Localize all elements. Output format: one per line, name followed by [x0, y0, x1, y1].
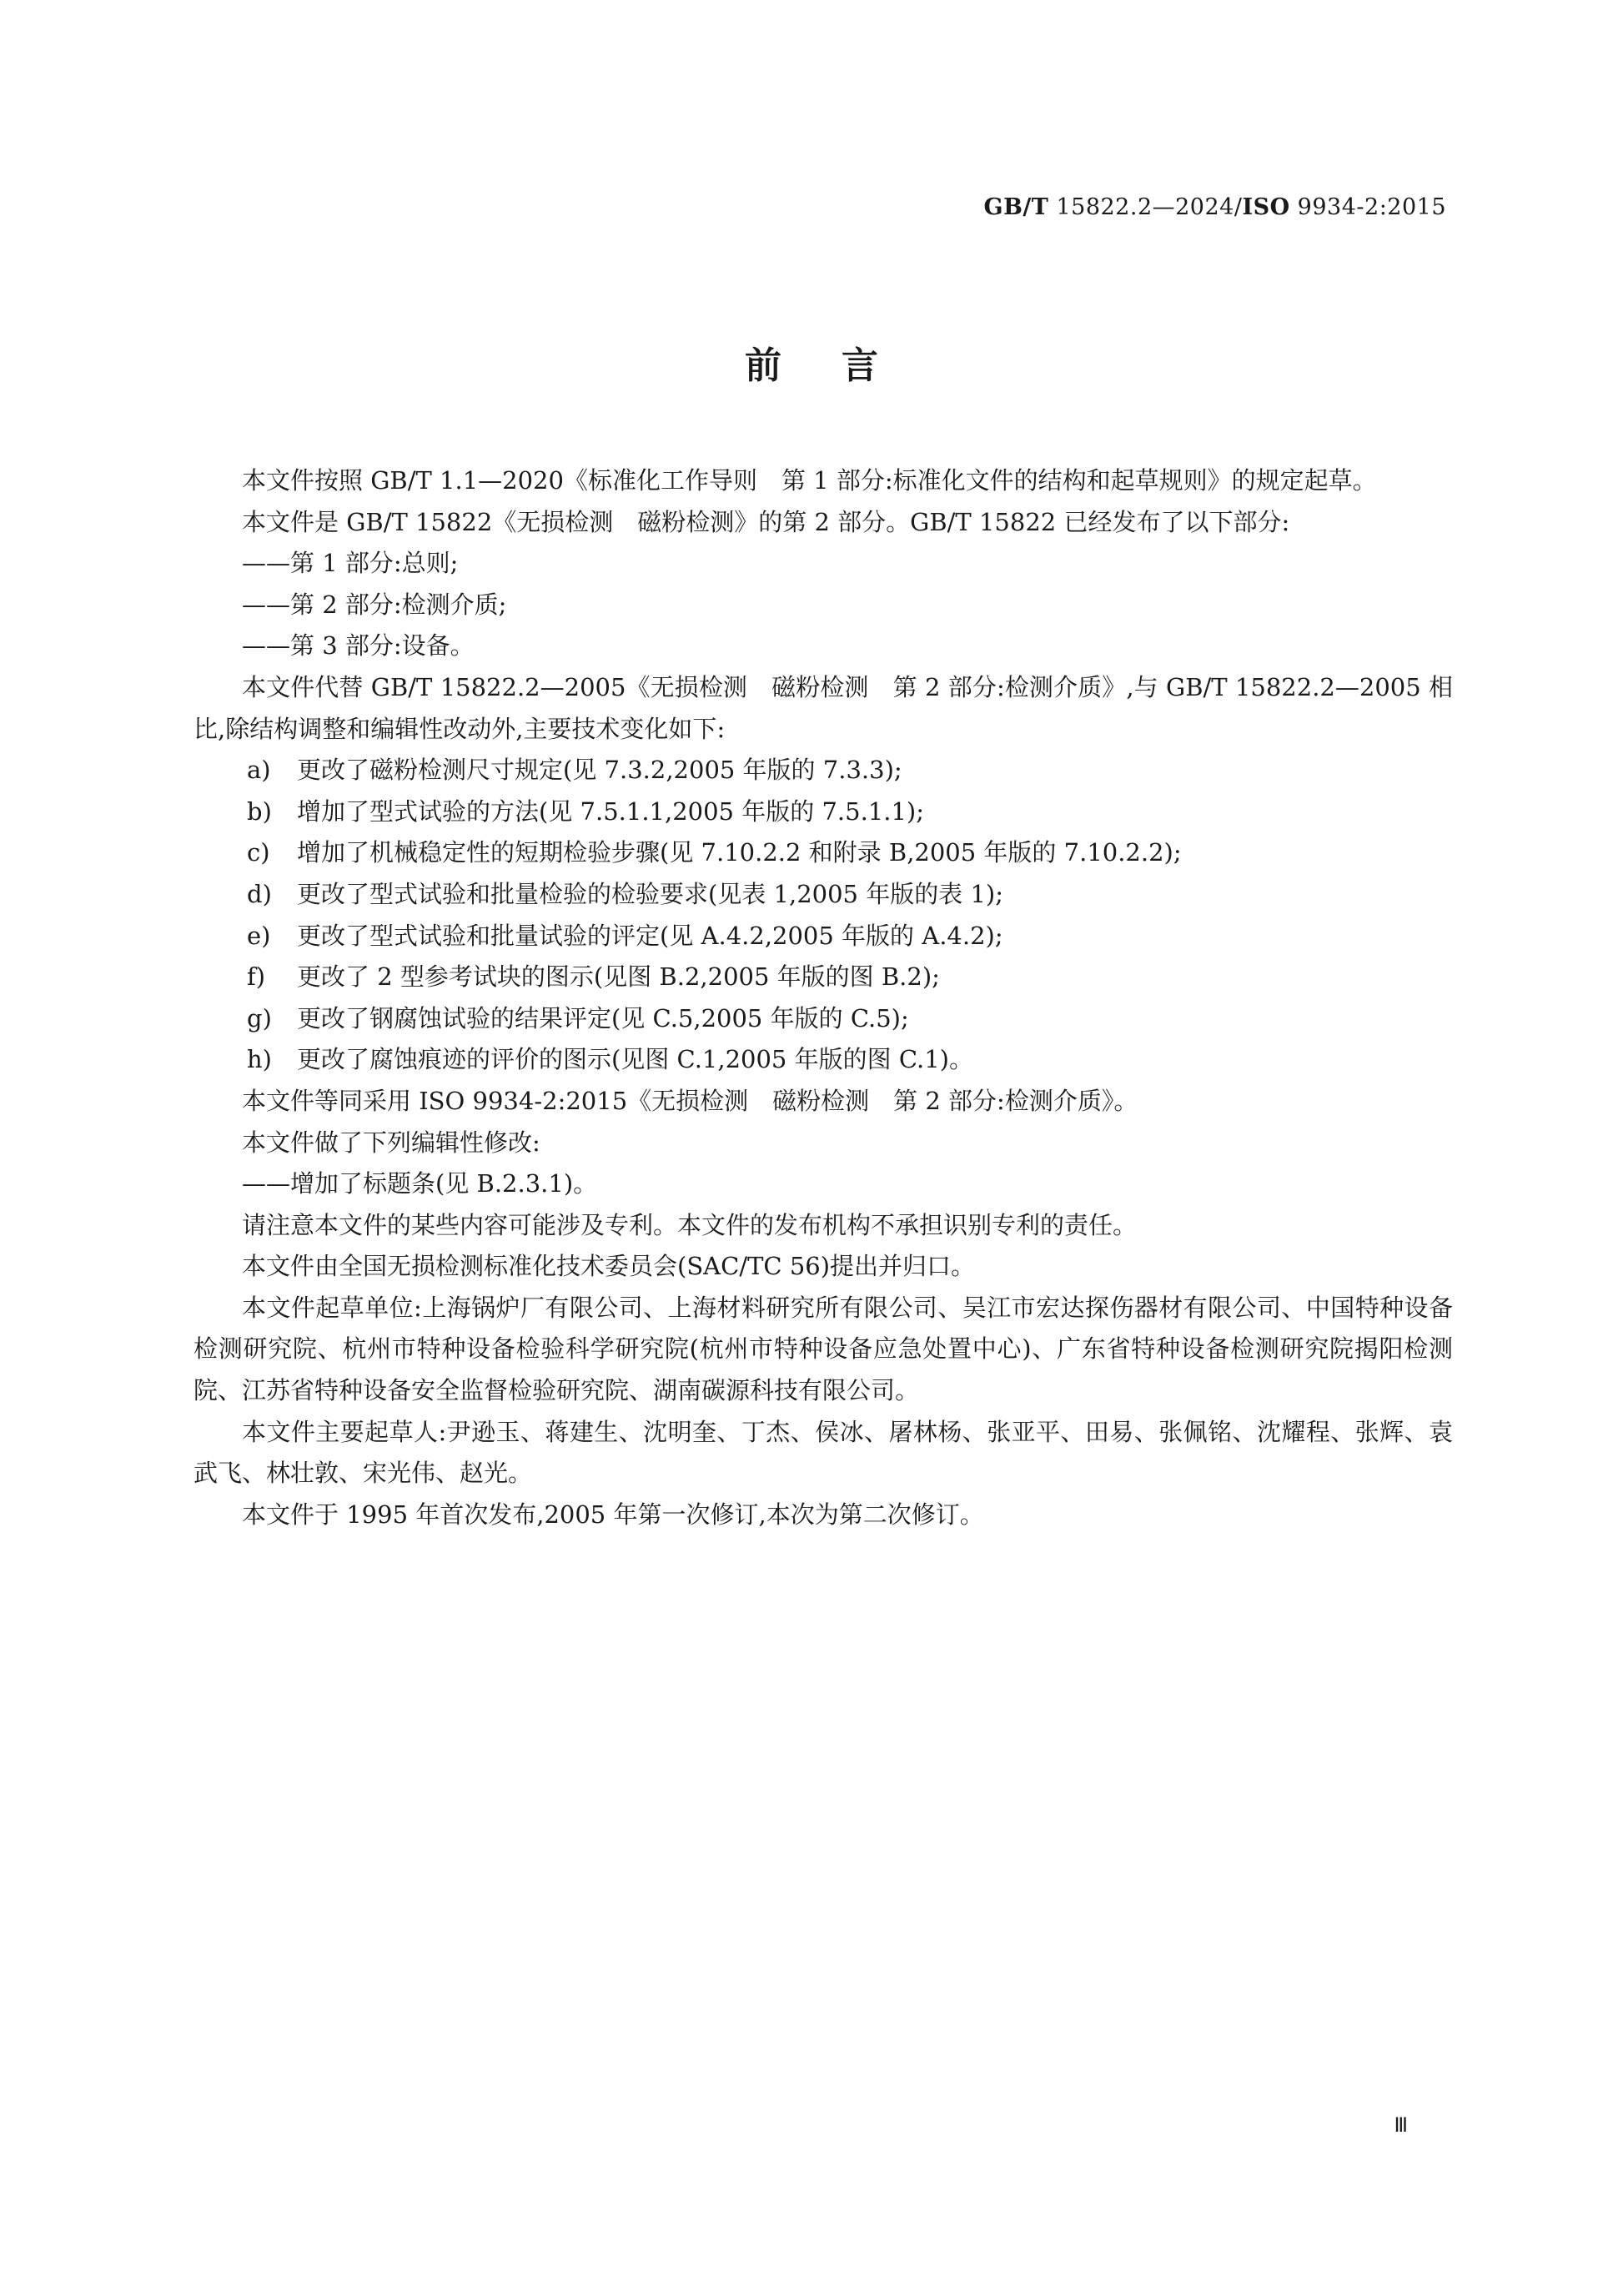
code-iso-number: 9934-2:2015	[1289, 194, 1446, 220]
code-prefix: GB/T	[983, 194, 1049, 220]
change-text: 更改了 2 型参考试块的图示(见图 B.2,2005 年版的图 B.2);	[297, 962, 940, 992]
editorial-item: ——增加了标题条(见 B.2.3.1)。	[242, 1169, 598, 1198]
intro-paragraph: 本文件是 GB/T 15822《无损检测 磁粉检测》的第 2 部分。GB/T 15822 已经发布了以下部分:	[242, 507, 1290, 536]
replace-paragraph: 本文件代替 GB/T 15822.2—2005《无损检测 磁粉检测 第 2 部分:检测介质》,与 GB/T 15822.2—2005 相比,除结构调整和编辑性改动外,主要技术变化如下:	[193, 672, 1453, 743]
change-text: 更改了型式试验和批量检验的检验要求(见表 1,2005 年版的表 1);	[297, 879, 1003, 908]
editorial-intro: 本文件做了下列编辑性修改:	[242, 1128, 540, 1157]
change-item	[193, 957, 1453, 998]
change-text: 更改了腐蚀痕迹的评价的图示(见图 C.1,2005 年版的图 C.1)。	[297, 1045, 973, 1074]
part-item: ——第 1 部分:总则;	[242, 549, 459, 578]
change-text: 更改了磁粉检测尺寸规定(见 7.3.2,2005 年版的 7.3.3);	[297, 756, 902, 785]
change-text: 更改了型式试验和批量试验的评定(见 A.4.2,2005 年版的 A.4.2);	[297, 921, 1003, 950]
change-letter: f)	[247, 962, 266, 992]
change-letter: g)	[247, 1003, 272, 1032]
page-number: Ⅲ	[1394, 2113, 1408, 2137]
part-item: ——第 2 部分:检测介质;	[242, 590, 507, 619]
change-item	[193, 916, 1453, 957]
change-text: 增加了机械稳定性的短期检验步骤(见 7.10.2.2 和附录 B,2005 年版的 7.10.2.2);	[297, 838, 1182, 867]
part-item: ——第 3 部分:设备。	[242, 631, 475, 661]
change-letter: d)	[247, 879, 272, 908]
patent-notice: 请注意本文件的某些内容可能涉及专利。本文件的发布机构不承担识别专利的责任。	[242, 1210, 1138, 1239]
change-letter: b)	[247, 796, 272, 826]
change-item	[193, 998, 1453, 1040]
change-item	[193, 750, 1453, 791]
standard-code	[984, 194, 1446, 220]
drafting-units-paragraph: 本文件起草单位:上海锅炉厂有限公司、上海材料研究所有限公司、吴江市宏达探伤器材有限公司、中国特种设备检测研究院、杭州市特种设备检验科学研究院(杭州市特种设备应急处置中心)、广东省特种设备检测研究院揭阳检测院、江苏省特种设备安全监督检验研究院、湖南碳源科技有限公司。	[193, 1293, 1453, 1405]
foreword-body	[193, 460, 1453, 1535]
change-text: 更改了钢腐蚀试验的结果评定(见 C.5,2005 年版的 C.5);	[297, 1003, 909, 1032]
change-letter: c)	[247, 838, 270, 867]
change-item	[193, 874, 1453, 916]
change-item	[193, 832, 1453, 874]
change-item	[193, 1039, 1453, 1081]
change-text: 增加了型式试验的方法(见 7.5.1.1,2005 年版的 7.5.1.1);	[297, 796, 924, 826]
drafters-paragraph: 本文件主要起草人:尹逊玉、蒋建生、沈明奎、丁杰、侯冰、屠林杨、张亚平、田易、张佩铭、沈耀程、张辉、袁武飞、林壮敦、宋光伟、赵光。	[193, 1417, 1453, 1488]
code-number: 15822.2—2024/	[1048, 194, 1243, 220]
change-letter: h)	[247, 1045, 272, 1074]
proposer-paragraph: 本文件由全国无损检测标准化技术委员会(SAC/TC 56)提出并归口。	[242, 1252, 976, 1281]
change-letter: e)	[247, 921, 271, 950]
equivalent-paragraph: 本文件等同采用 ISO 9934-2:2015《无损检测 磁粉检测 第 2 部分:检测介质》。	[242, 1086, 1138, 1115]
intro-paragraph: 本文件按照 GB/T 1.1—2020《标准化工作导则 第 1 部分:标准化文件的结构和起草规则》的规定起草。	[242, 466, 1377, 495]
page-title: 前言	[745, 344, 938, 387]
code-iso: ISO	[1242, 194, 1290, 220]
history-paragraph: 本文件于 1995 年首次发布,2005 年第一次修订,本次为第二次修订。	[242, 1500, 984, 1529]
change-item	[193, 791, 1453, 833]
change-letter: a)	[247, 756, 271, 785]
